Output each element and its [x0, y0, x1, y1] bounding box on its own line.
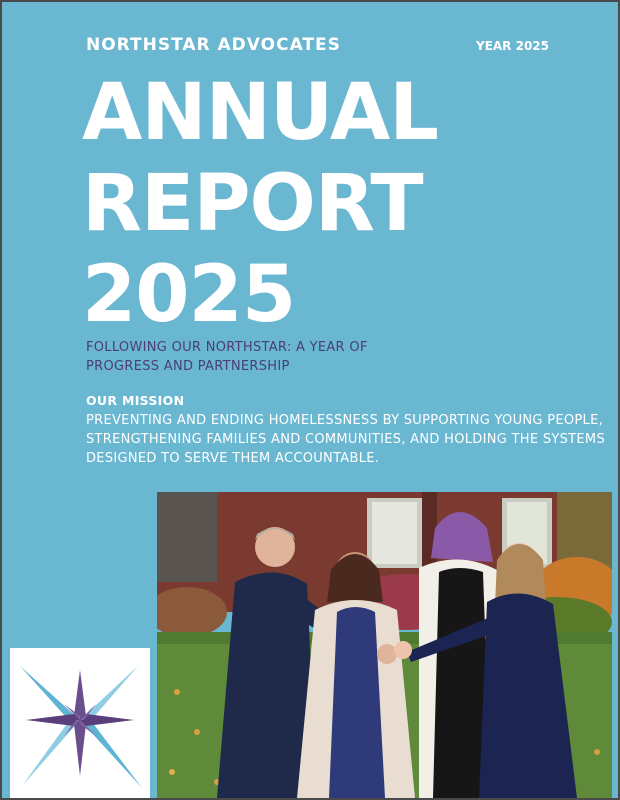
- report-title: [82, 68, 438, 341]
- group-photo-image: [157, 492, 612, 798]
- report-cover: [2, 2, 618, 798]
- compass-star-icon: [10, 648, 150, 798]
- mission-heading: OUR MISSION: [86, 393, 185, 408]
- logo: [10, 648, 150, 798]
- title-line-report: REPORT: [82, 159, 423, 249]
- title-line-year: 2025: [82, 250, 296, 340]
- organization-name: NORTHSTAR ADVOCATES: [86, 35, 341, 55]
- title-line-annual: ANNUAL: [82, 68, 438, 158]
- tagline: FOLLOWING OUR NORTHSTAR: A YEAR OF PROGRESS AND PARTNERSHIP: [86, 340, 368, 374]
- year-label: YEAR 2025: [476, 39, 549, 53]
- group-photo: [157, 492, 612, 798]
- mission-text: PREVENTING AND ENDING HOMELESSNESS BY SUPPORTING YOUNG PEOPLE, STRENGTHENING FAMILIES AND COMMUNITIES, AND HOLDING THE SYSTEMS DESIGNED TO SERVE THEM ACCOUNTABLE.: [86, 413, 605, 466]
